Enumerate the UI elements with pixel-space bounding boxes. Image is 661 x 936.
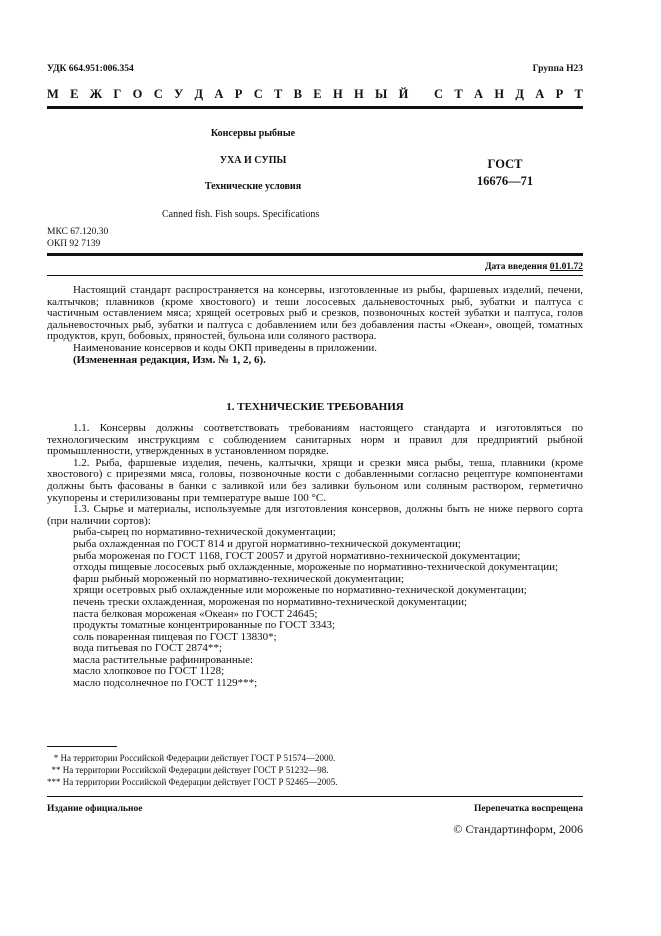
material-item: отходы пищевые лососевых рыб охлажденные, мороженые по нормативно-технической документации; bbox=[73, 561, 559, 574]
material-item: рыба мороженая по ГОСТ 1168, ГОСТ 20057 и другой нормативно-технической документации; bbox=[73, 549, 521, 562]
heading-letter: Й bbox=[398, 87, 409, 101]
material-item: фарш рыбный мороженый по нормативно-технической документации; bbox=[73, 572, 405, 585]
gost-label: ГОСТ bbox=[487, 157, 523, 171]
section-body bbox=[47, 423, 583, 690]
material-item: хрящи осетровых рыб охлажденные или мороженые по нормативно-технической документации; bbox=[73, 584, 527, 597]
okp-code: ОКП 92 7139 bbox=[47, 239, 101, 249]
material-item: печень трески охлажденная, мороженая по нормативно-технической документации; bbox=[73, 595, 468, 608]
standard-kind: Технические условия bbox=[204, 181, 302, 192]
english-title: Canned fish. Fish soups. Specifications bbox=[162, 209, 320, 220]
heading-letter: Е bbox=[70, 87, 79, 101]
udk-code: УДК 664.951:006.354 bbox=[47, 64, 134, 74]
date-rule bbox=[47, 275, 583, 276]
header-rule bbox=[47, 106, 583, 109]
effective-date-value: 01.01.72 bbox=[549, 262, 583, 272]
effective-date-label: Дата введения bbox=[484, 262, 548, 272]
heading-letter: Р bbox=[555, 87, 564, 101]
footnote: *** На территории Российской Федерации действует ГОСТ Р 52465—2005. bbox=[47, 777, 338, 787]
heading-letter: Т bbox=[574, 87, 583, 101]
footnote: ** На территории Российской Федерации действует ГОСТ Р 51232—98. bbox=[47, 765, 329, 775]
heading-letter: Г bbox=[113, 87, 122, 101]
heading-letter: О bbox=[132, 87, 143, 101]
standard-name: УХА И СУПЫ bbox=[219, 155, 287, 166]
heading-letter: Н bbox=[332, 87, 343, 101]
heading-letter: Р bbox=[234, 87, 243, 101]
heading-letter: Е bbox=[313, 87, 322, 101]
heading-letter: С bbox=[434, 87, 444, 101]
material-item: рыба-сырец по нормативно-технической документации; bbox=[73, 526, 336, 539]
heading-letter: Н bbox=[353, 87, 364, 101]
material-item: соль поваренная пищевая по ГОСТ 13830*; bbox=[73, 630, 277, 643]
effective-date bbox=[485, 262, 583, 272]
heading-letter: А bbox=[474, 87, 484, 101]
intro-amendment: (Измененная редакция, Изм. № 1, 2, 6). bbox=[73, 353, 266, 366]
heading-letter: А bbox=[214, 87, 224, 101]
intro-paragraph: Наименование консервов и коды ОКП приведены в приложении. bbox=[73, 341, 378, 354]
heading-letter: А bbox=[535, 87, 545, 101]
intro-text bbox=[47, 285, 583, 366]
reprint-notice: Перепечатка воспрещена bbox=[473, 804, 583, 814]
interstate-standard-heading bbox=[47, 87, 583, 102]
official-edition: Издание официальное bbox=[47, 804, 143, 814]
heading-letter: М bbox=[47, 87, 59, 101]
heading-letter: С bbox=[253, 87, 263, 101]
category-title: Консервы рыбные bbox=[210, 128, 296, 139]
heading-letter: Ж bbox=[89, 87, 103, 101]
heading-letter: В bbox=[293, 87, 302, 101]
intro-paragraph: Настоящий стандарт распространяется на консервы, изготовленные из рыбы, фаршевых изделий, печени, калтычков; плавников (кроме хвостового) и теши лососевых дальневосточных рыб, зубатки и палтуса с частичным оставлением мяса; хрящей осетровых рыб и срезков, позвоночных костей зубатки и палтуса, голов дальневосточных рыб, зубатки и палтуса с добавлением или без добавления пасты «Океан», овощей, томатных продуктов, круп, бобовых, пряностей, бульона или соляного раствора. bbox=[47, 284, 583, 343]
copyright: © Стандартинформ, 2006 bbox=[453, 822, 583, 836]
heading-letter: У bbox=[174, 87, 184, 101]
heading-letter: Ы bbox=[375, 87, 388, 101]
gost-number: 16676—71 bbox=[476, 174, 534, 188]
material-item: масло хлопковое по ГОСТ 1128; bbox=[73, 665, 225, 678]
material-item: масла растительные рафинированные: bbox=[73, 653, 254, 666]
material-item: масло подсолнечное по ГОСТ 1129***; bbox=[73, 677, 258, 690]
material-item: паста белковая мороженая «Океан» по ГОСТ 24645; bbox=[73, 607, 318, 620]
footnote: * На территории Российской Федерации действует ГОСТ Р 51574—2000. bbox=[47, 753, 336, 763]
footnote-rule bbox=[47, 746, 117, 747]
group-code: Группа Н23 bbox=[532, 64, 583, 74]
heading-letter: Т bbox=[274, 87, 283, 101]
heading-letter: С bbox=[153, 87, 163, 101]
clause-1-3: 1.3. Сырье и материалы, используемые для изготовления консервов, должны быть не ниже первого сорта (при наличии сортов): bbox=[47, 503, 583, 527]
material-item: продукты томатные концентрированные по ГОСТ 3343; bbox=[73, 619, 336, 632]
heading-letter: Д bbox=[194, 87, 204, 101]
material-item: вода питьевая по ГОСТ 2874**; bbox=[73, 642, 222, 655]
heading-letter bbox=[420, 87, 423, 102]
clause-1-2: 1.2. Рыба, фаршевые изделия, печень, калтычки, хрящи и срезки мяса рыбы, теша, плавники (кроме хвостового) с прирезями мяса, головы, позвоночные кости с добавленными согласно рецептуре компонентами должны быть фасованы в банки с заливкой или без заливки бульоном или соляным раствором, герметично укупорены и стерилизованы при температуре выше 100 °С. bbox=[47, 456, 583, 504]
title-rule bbox=[47, 253, 583, 256]
footnotes bbox=[47, 752, 447, 788]
material-item: рыба охлажденная по ГОСТ 814 и другой нормативно-технической документации; bbox=[73, 537, 461, 550]
section-title: 1. ТЕХНИЧЕСКИЕ ТРЕБОВАНИЯ bbox=[226, 401, 404, 413]
heading-letter: Д bbox=[515, 87, 524, 101]
mks-code: МКС 67.120.30 bbox=[47, 227, 109, 237]
clause-1-1: 1.1. Консервы должны соответствовать требованиям настоящего стандарта и изготовляться по технологическим инструкциям с соблюдением санитарных норм и правил для предприятий рыбной промышленности, утвержденных в установленном порядке. bbox=[47, 422, 583, 458]
footer-rule bbox=[47, 796, 583, 797]
heading-letter: Н bbox=[494, 87, 505, 101]
heading-letter: Т bbox=[454, 87, 463, 101]
